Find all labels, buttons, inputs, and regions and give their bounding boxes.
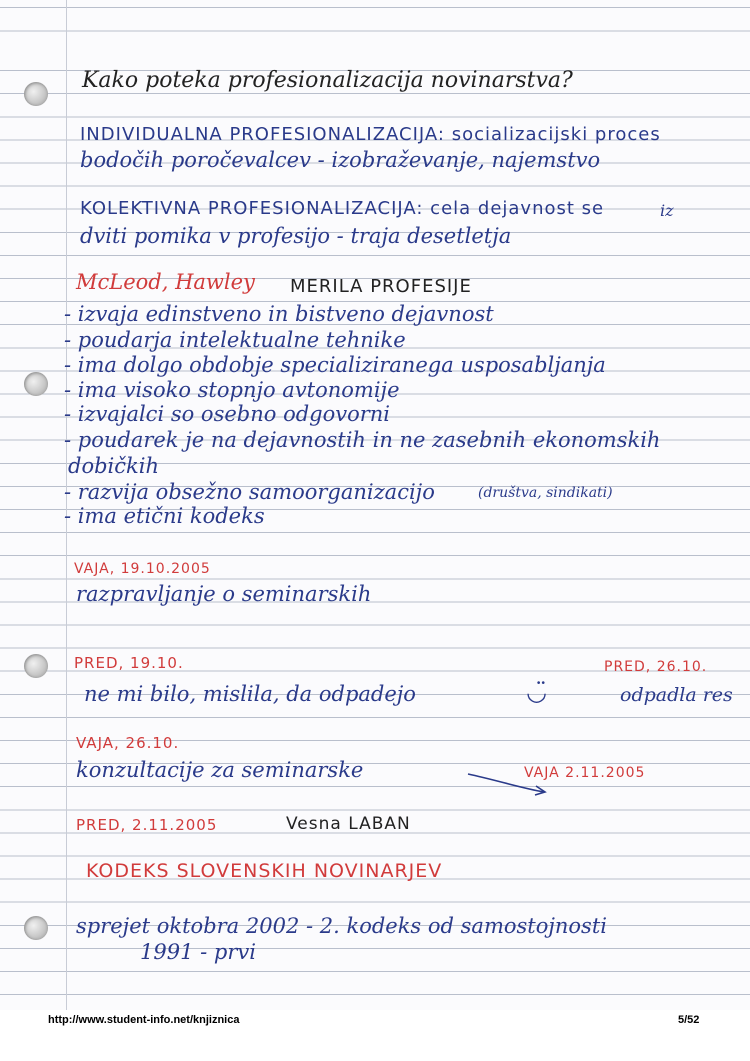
individual-profession-line1: INDIVIDUALNA PROFESIONALIZACIJA: socializacijski proces [80, 124, 661, 145]
kodeks-line2: 1991 - prvi [140, 940, 256, 964]
page-title: Kako poteka profesionalizacija novinarstva? [82, 68, 573, 93]
criteria-item: - izvajalci so osebno odgovorni [64, 402, 391, 426]
pred-text: ne mi bilo, mislila, da odpadejo [84, 682, 416, 706]
footer-url[interactable]: http://www.student-info.net/knjiznica [48, 1014, 240, 1026]
collective-profession-line2: dviti pomika v profesijo - traja desetletja [80, 224, 512, 248]
criteria-item: - ima etični kodeks [64, 504, 265, 528]
criteria-heading: MERILA PROFESIJE [290, 276, 472, 297]
criteria-authors: McLeod, Hawley [76, 270, 255, 294]
vaja-label-3: VAJA 2.11.2005 [524, 765, 646, 781]
vaja-label: VAJA, 19.10.2005 [74, 561, 211, 577]
vaja-label-2: VAJA, 26.10. [76, 734, 180, 752]
vaja-text: razpravljanje o seminarskih [76, 582, 372, 606]
kodeks-line1: sprejet oktobra 2002 - 2. kodeks od samostojnosti [76, 914, 607, 938]
criteria-item: - izvaja edinstveno in bistveno dejavnost [64, 302, 494, 326]
vaja-text-2: konzultacije za seminarske [76, 758, 364, 782]
pred-text-2: odpadla res [620, 684, 733, 706]
pred-label: PRED, 19.10. [74, 654, 184, 672]
collective-profession-line1-end: iz [660, 201, 674, 220]
page-number: 5/52 [678, 1014, 700, 1026]
kodeks-heading: KODEKS SLOVENSKIH NOVINARJEV [86, 860, 443, 882]
criteria-item: - ima visoko stopnjo avtonomije [64, 378, 400, 402]
collective-profession-line1: KOLEKTIVNA PROFESIONALIZACIJA: cela dejavnost se [80, 198, 605, 219]
criteria-item: - poudarja intelektualne tehnike [64, 328, 406, 352]
punch-hole [24, 916, 48, 940]
punch-hole [24, 82, 48, 106]
punch-hole [24, 372, 48, 396]
criteria-item: - poudarek je na dejavnostih in ne zasebnih ekonomskih [64, 428, 661, 452]
criteria-note: (društva, sindikati) [478, 485, 613, 501]
individual-profession-line2: bodočih poročevalcev - izobraževanje, najemstvo [80, 148, 601, 172]
pred-label-2: PRED, 26.10. [604, 659, 708, 675]
pred-label-3: PRED, 2.11.2005 [76, 816, 218, 834]
punch-hole [24, 654, 48, 678]
criteria-item: dobičkih [68, 454, 159, 478]
criteria-item: - ima dolgo obdobje specializiranega usposabljanja [64, 353, 606, 377]
lecturer-name: Vesna LABAN [286, 814, 411, 834]
criteria-item: - razvija obsežno samoorganizacijo [64, 480, 435, 504]
smiley-icon: ◡̈ [526, 678, 547, 706]
